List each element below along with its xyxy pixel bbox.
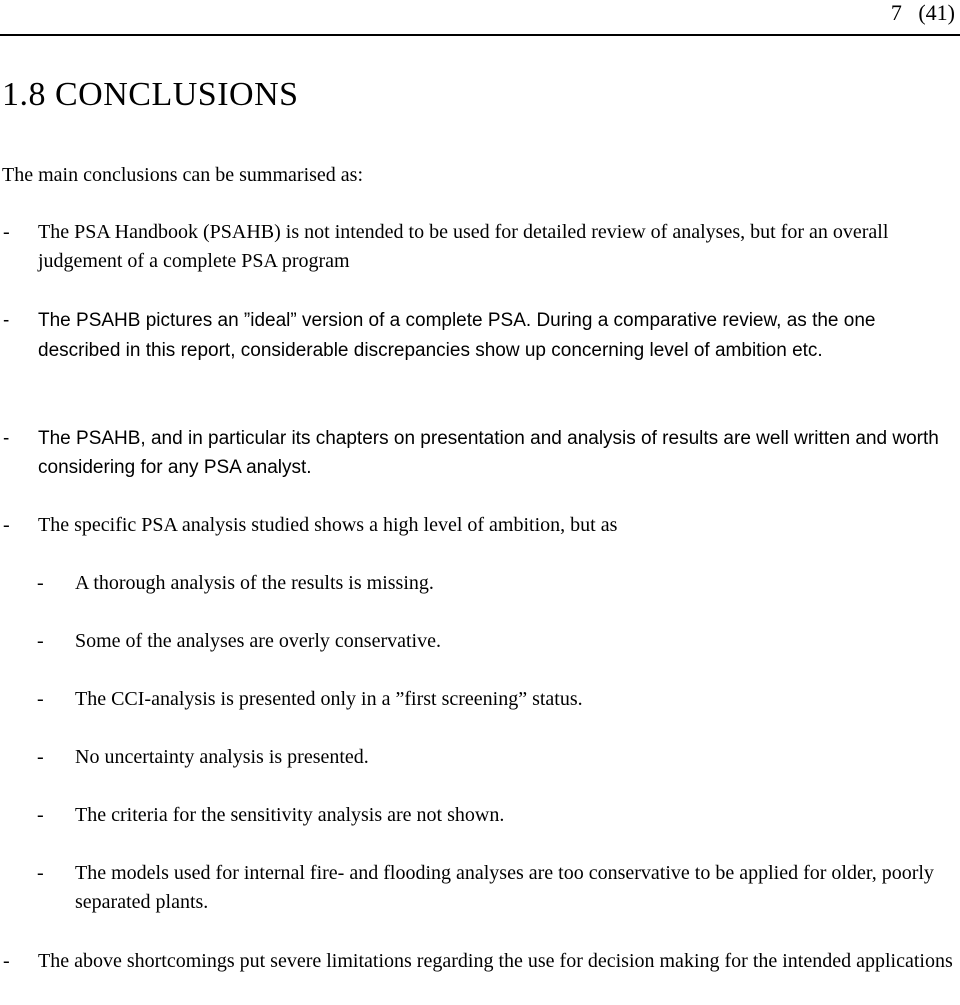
conclusion-item-1 [3, 218, 955, 276]
subitem-5 [37, 801, 955, 830]
subitem-text: No uncertainty analysis is presented. [75, 746, 369, 768]
section-heading: 1.8 CONCLUSIONS [2, 76, 299, 113]
intro-paragraph: The main conclusions can be summarised as: [2, 164, 364, 186]
conclusion-item-text: The specific PSA analysis studied shows a high level of ambition, but as [38, 514, 618, 536]
conclusion-item-text: The PSAHB pictures an ”ideal” version of a complete PSA. During a comparative review, as the one described in this report, considerable discrepancies show up concerning level of ambition etc. [38, 310, 876, 361]
page-header [0, 0, 960, 36]
list-dash: - [37, 688, 44, 710]
subitem-text: The models used for internal fire- and flooding analyses are too conservative to be applied for older, poorly separated plants. [75, 862, 934, 913]
list-dash: - [3, 310, 10, 331]
subitem-text: Some of the analyses are overly conservative. [75, 630, 441, 652]
subitem-text: The CCI-analysis is presented only in a ”first screening” status. [75, 688, 583, 710]
subitem-text: A thorough analysis of the results is missing. [75, 572, 434, 594]
conclusion-item-2 [3, 306, 955, 366]
conclusion-item-3 [3, 424, 955, 482]
list-dash: - [37, 862, 44, 884]
subitem-2 [37, 627, 955, 656]
list-dash: - [37, 746, 44, 768]
conclusion-item-text: The above shortcomings put severe limitations regarding the use for decision making for the intended applications [38, 950, 953, 972]
subitem-text: The criteria for the sensitivity analysis are not shown. [75, 804, 505, 826]
page-number-current: 7 [890, 0, 902, 25]
subitem-6 [37, 859, 955, 917]
list-dash: - [37, 572, 44, 594]
conclusion-item-text: The PSA Handbook (PSAHB) is not intended to be used for detailed review of analyses, but for an overall judgement of a complete PSA program [38, 221, 889, 272]
list-dash: - [3, 428, 10, 449]
list-dash: - [37, 804, 44, 826]
page-number-total: (41) [918, 0, 955, 25]
subitem-4 [37, 743, 955, 772]
list-dash: - [3, 950, 10, 972]
conclusion-item-5 [3, 947, 955, 976]
conclusion-item-4 [3, 511, 955, 540]
subitem-3 [37, 685, 955, 714]
list-dash: - [3, 514, 10, 536]
page-number [891, 0, 955, 26]
conclusion-item-text: The PSAHB, and in particular its chapters on presentation and analysis of results are well written and worth considering for any PSA analyst. [38, 428, 939, 478]
subitem-1 [37, 569, 955, 598]
list-dash: - [37, 630, 44, 652]
list-dash: - [3, 221, 10, 243]
